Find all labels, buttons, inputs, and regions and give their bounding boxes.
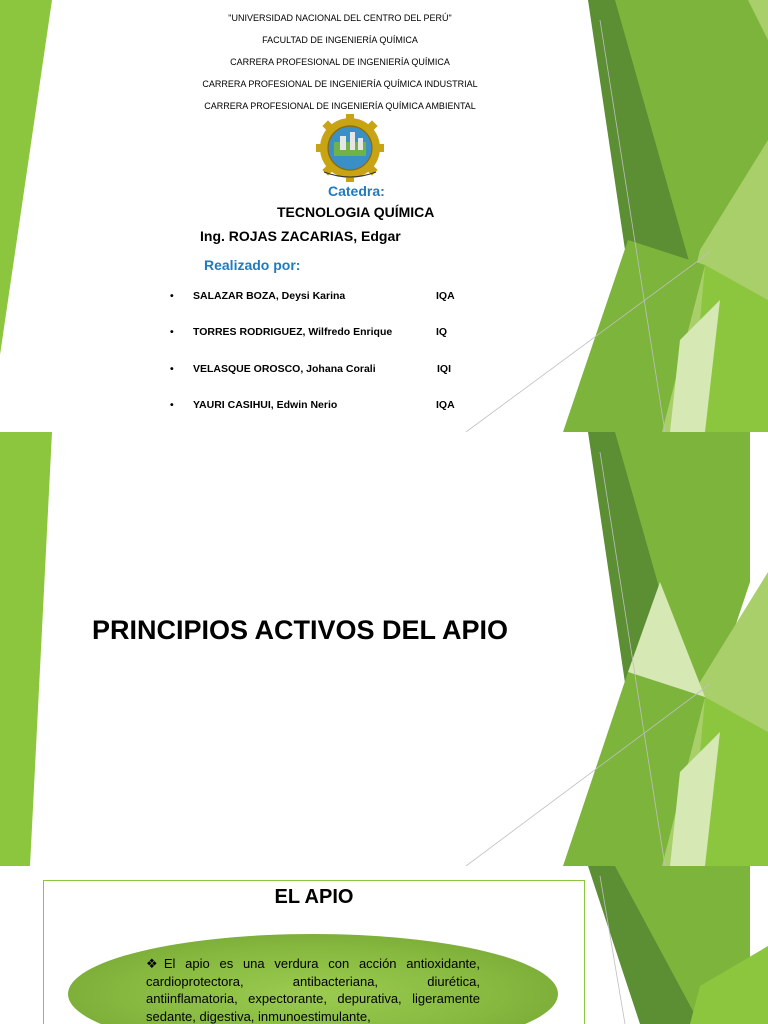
bullet-icon: • — [170, 399, 174, 411]
slide-section-title — [0, 432, 768, 866]
career-line-2: CARRERA PROFESIONAL DE INGENIERÍA QUÍMICA INDUSTRIAL — [202, 79, 478, 89]
member-row — [170, 326, 500, 340]
faculty-name: FACULTAD DE INGENIERÍA QUÍMICA — [262, 35, 418, 45]
green-facet-decoration — [0, 432, 768, 866]
career-line-1: CARRERA PROFESIONAL DE INGENIERÍA QUÍMICA — [230, 57, 450, 67]
member-name: TORRES RODRIGUEZ, Wilfredo Enrique — [193, 326, 393, 338]
member-name: VELASQUE OROSCO, Johana Corali — [193, 363, 376, 375]
slide-title: PRINCIPIOS ACTIVOS DEL APIO — [92, 615, 509, 645]
member-code: IQ — [436, 326, 448, 338]
section-heading: EL APIO — [274, 886, 354, 908]
career-line-3: CARRERA PROFESIONAL DE INGENIERÍA QUÍMICA AMBIENTAL — [204, 101, 476, 111]
member-code: IQA — [436, 399, 455, 411]
slide-title-page — [0, 0, 768, 432]
realizado-label: Realizado por: — [204, 257, 301, 273]
member-name: SALAZAR BOZA, Deysi Karina — [193, 290, 346, 302]
apio-text: El apio es una verdura con acción antioxidante, cardioprotectora, antibacteriana, diurética, antiinflamatoria, expectorante, depurativa, ligeramente sedante, digestiva, inmunoestimulante, — [146, 956, 481, 1024]
member-row — [170, 290, 500, 304]
member-code: IQA — [436, 290, 455, 302]
course-name: TECNOLOGIA QUÍMICA — [277, 204, 435, 220]
slide-el-apio — [0, 866, 768, 1024]
member-name: YAURI CASIHUI, Edwin Nerio — [193, 399, 338, 411]
professor-name: Ing. ROJAS ZACARIAS, Edgar — [200, 228, 401, 244]
member-row — [170, 363, 500, 377]
member-code: IQI — [437, 363, 452, 375]
bullet-icon: • — [170, 290, 174, 302]
bullet-icon: • — [170, 326, 174, 338]
faculty-logo — [312, 112, 388, 184]
university-name: "UNIVERSIDAD NACIONAL DEL CENTRO DEL PERÚ" — [228, 13, 452, 23]
apio-description — [146, 955, 480, 1024]
member-row — [170, 399, 500, 413]
bullet-icon: • — [170, 363, 174, 375]
diamond-bullet-icon: ❖ — [146, 956, 164, 971]
catedra-label: Catedra: — [328, 183, 385, 199]
